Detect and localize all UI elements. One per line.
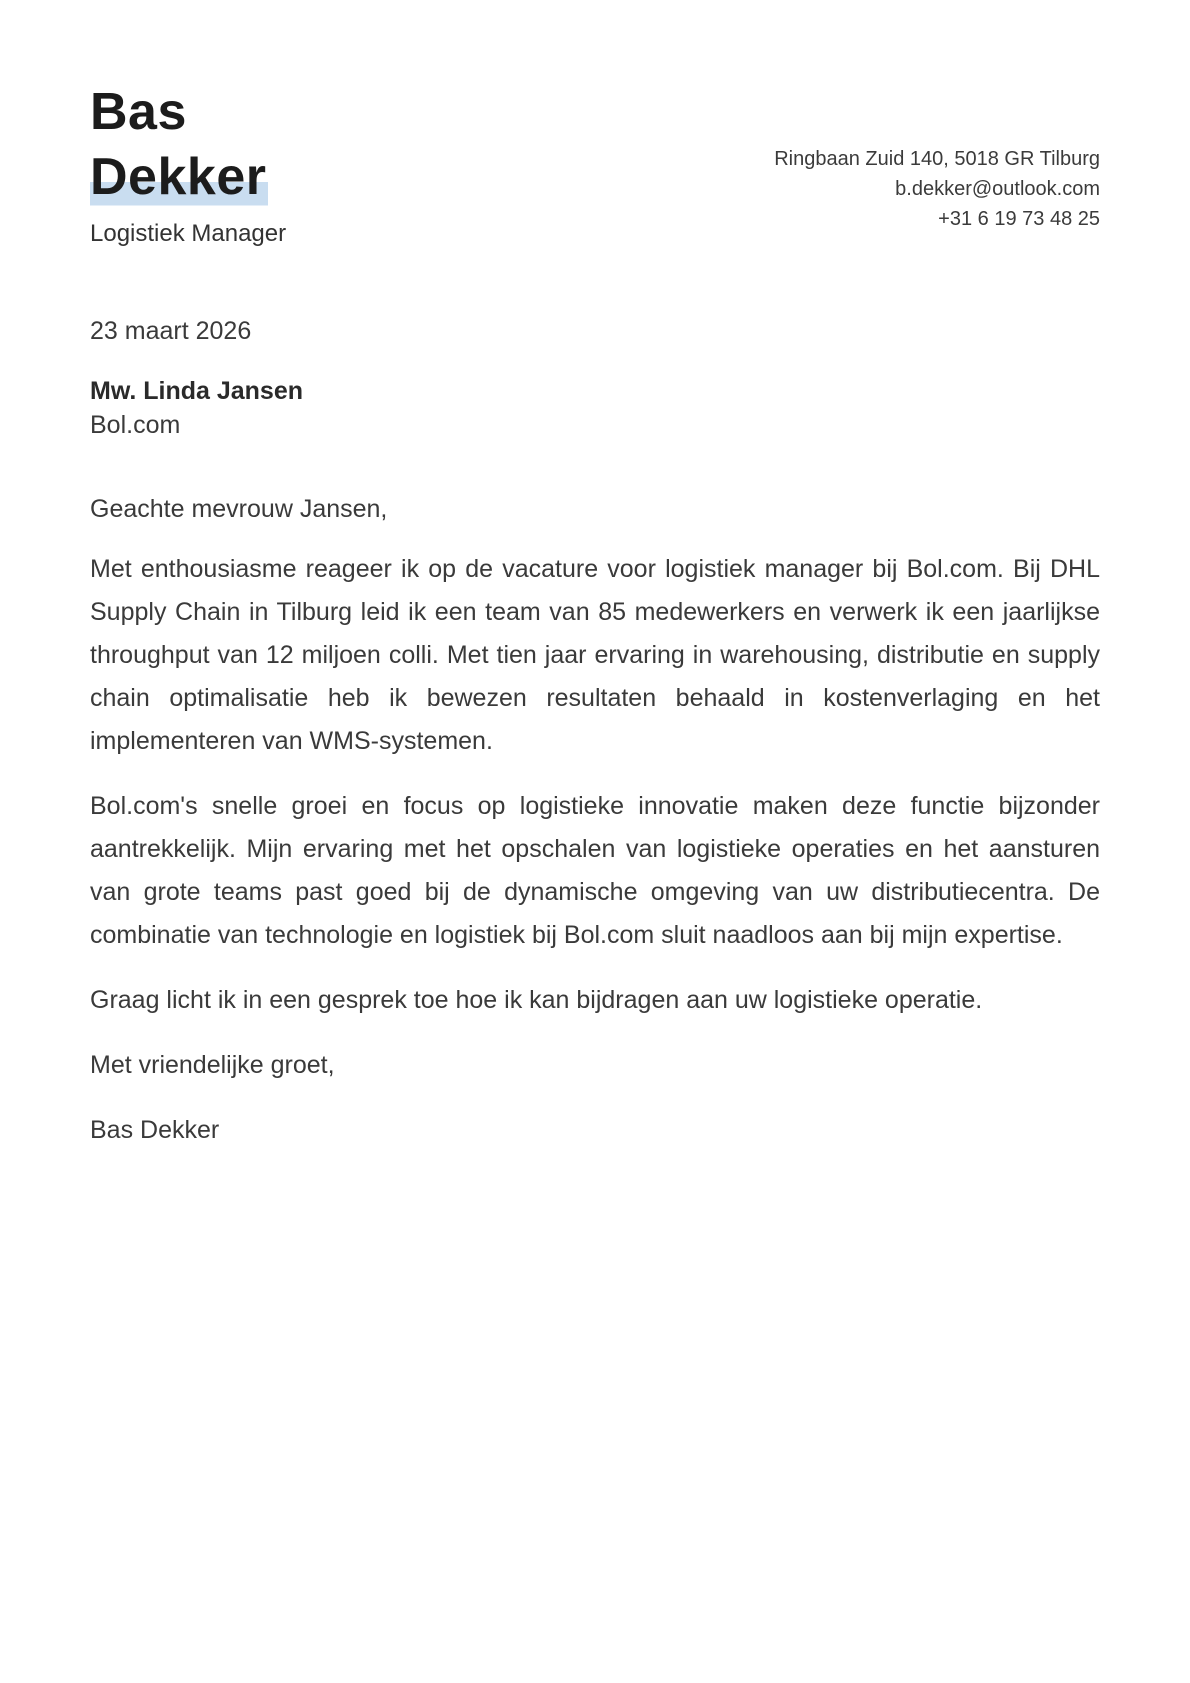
letter-header [90,0,1100,249]
recipient-block [90,374,1100,442]
sender-name [90,80,286,210]
recipient-name: Mw. Linda Jansen [90,377,304,405]
contact-address: Ringbaan Zuid 140, 5018 GR Tilburg [774,148,1100,170]
sender-name-block [90,80,286,249]
body-paragraph-2: Bol.com's snelle groei en focus op logistieke innovatie maken deze functie bijzonder aantrekkelijk. Mijn ervaring met het opschalen van logistieke operaties en het aansturen van grote teams past goed bij de dynamische omgeving van uw distributiecentra. De combinatie van technologie en logistiek bij Bol.com sluit naadloos aan bij mijn expertise. [90,792,1100,949]
job-title: Logistiek Manager [90,220,287,247]
closing: Met vriendelijke groet, [90,1051,335,1079]
name-highlight: Dekker [90,145,268,210]
signature: Bas Dekker [90,1116,220,1144]
contact-phone: +31 6 19 73 48 25 [938,208,1100,230]
sender-last-name-line [90,145,286,210]
letter-date: 23 maart 2026 [90,317,252,345]
contact-block [774,144,1100,234]
body-paragraph-3: Graag licht ik in een gesprek toe hoe ik kan bijdragen aan uw logistieke operatie. [90,986,983,1014]
sender-first-name: Bas [90,83,187,141]
salutation: Geachte mevrouw Jansen, [90,495,388,523]
recipient-company: Bol.com [90,411,181,439]
contact-email: b.dekker@outlook.com [895,178,1100,200]
body-paragraph-1: Met enthousiasme reageer ik op de vacature voor logistiek manager bij Bol.com. Bij DHL Supply Chain in Tilburg leid ik een team van 85 medewerkers en verwerk ik een jaarlijkse throughput van 12 miljoen colli. Met tien jaar ervaring in warehousing, distributie en supply chain optimalisatie heb ik bewezen resultaten behaald in kostenverlaging en het implementeren van WMS-systemen. [90,555,1100,755]
